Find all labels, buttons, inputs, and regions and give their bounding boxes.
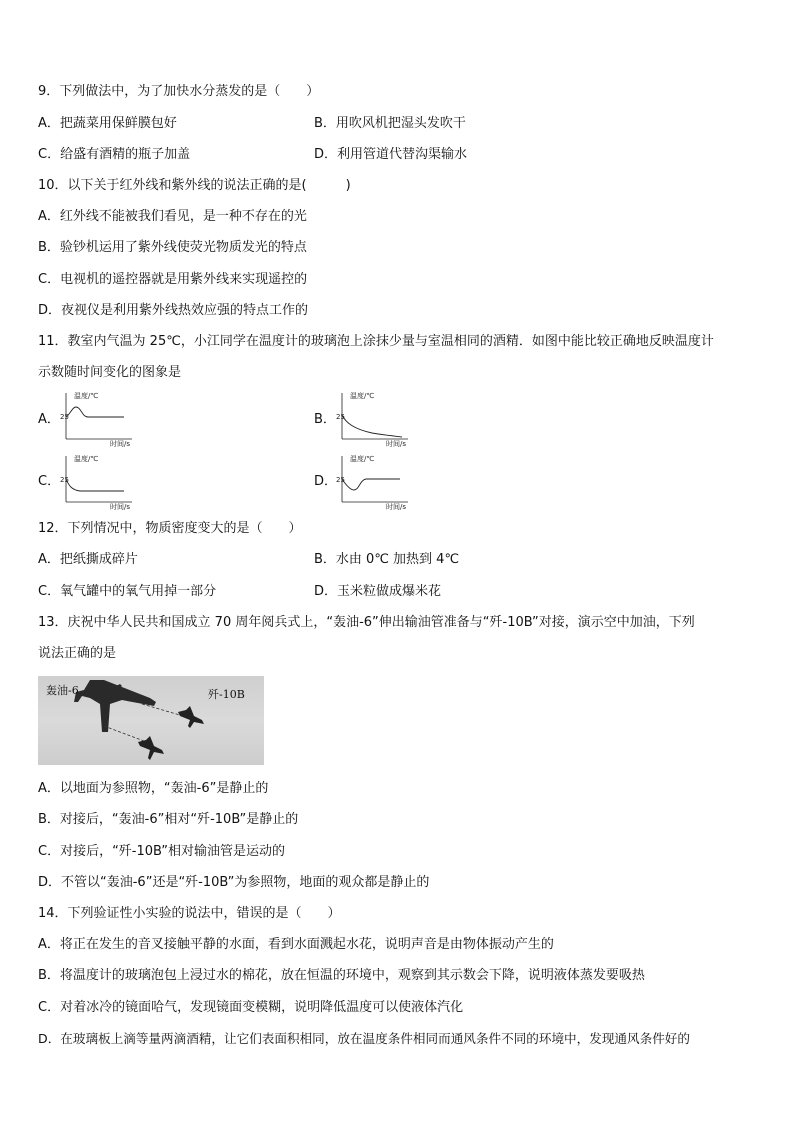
q11-option-d: D． xyxy=(314,474,338,489)
graph-d-tick: 25 xyxy=(336,476,345,484)
graph-a-curve xyxy=(66,407,124,417)
q12-option-c: C．氧气罐中的氧气用掉一部分 xyxy=(38,584,217,599)
graph-c-ylabel: 温度/℃ xyxy=(74,455,99,463)
q10-option-c: C．电视机的遥控器就是用紫外线来实现遥控的 xyxy=(38,272,308,287)
q10-option-a: A．红外线不能被我们看见，是一种不存在的光 xyxy=(38,209,307,224)
graph-b-tick: 25 xyxy=(336,413,345,421)
q14-option-a: A．将正在发生的音叉接触平静的水面，看到水面溅起水花，说明声音是由物体振动产生的 xyxy=(38,937,554,952)
graph-a-xlabel: 时间/s xyxy=(110,440,131,447)
q10-option-b: B．验钞机运用了紫外线使荧光物质发光的特点 xyxy=(38,240,307,255)
q12-stem: 12．下列情况中，物质密度变大的是（ ） xyxy=(38,521,302,536)
graph-d-curve xyxy=(342,479,400,490)
refueling-photo xyxy=(38,676,264,765)
q13-stem-line1: 13．庆祝中华人民共和国成立 70 周年阅兵式上，“轰油-6”伸出输油管准备与“歼-10B”对接，演示空中加油，下列 xyxy=(38,615,695,630)
tanker-aircraft xyxy=(74,680,156,732)
q11-graph-c xyxy=(56,452,136,510)
graph-c-curve xyxy=(66,479,124,491)
graph-d-ylabel: 温度/℃ xyxy=(350,455,375,463)
q12-option-a: A．把纸撕成碎片 xyxy=(38,552,138,567)
q9-option-d: D．利用管道代替沟渠输水 xyxy=(314,147,468,162)
q12-option-d: D．玉米粒做成爆米花 xyxy=(314,584,442,599)
q11-stem-line1: 11．教室内气温为 25℃，小江同学在温度计的玻璃泡上涂抹少量与室温相同的酒精．如图中能比较正确地反映温度计 xyxy=(38,334,714,349)
graph-a-tick: 25 xyxy=(60,413,69,421)
q11-graph-d xyxy=(332,452,412,510)
photo-label-fighter: 歼-10B xyxy=(208,688,245,701)
q14-stem: 14．下列验证性小实验的说法中，错误的是（ ） xyxy=(38,906,341,921)
graph-b-ylabel: 温度/℃ xyxy=(350,392,375,400)
q11-graph-a xyxy=(56,389,136,447)
q9-option-a: A．把蔬菜用保鲜膜包好 xyxy=(38,116,177,131)
q9-option-b: B．用吹风机把湿头发吹干 xyxy=(314,116,466,131)
q13-stem-line2: 说法正确的是 xyxy=(38,646,117,661)
q9-stem: 9．下列做法中，为了加快水分蒸发的是（ ） xyxy=(38,84,320,99)
q12-option-b: B．水由 0℃ 加热到 4℃ xyxy=(314,552,460,567)
graph-c-tick: 25 xyxy=(60,476,69,484)
q9-option-c: C．给盛有酒精的瓶子加盖 xyxy=(38,147,191,162)
q11-option-a: A． xyxy=(38,412,60,427)
graph-a-ylabel: 温度/℃ xyxy=(74,392,99,400)
q11-stem-line2: 示数随时间变化的图象是 xyxy=(38,365,182,380)
photo-label-tanker: 轰油-6 xyxy=(46,684,79,697)
q13-option-d: D．不管以“轰油-6”还是“歼-10B”为参照物，地面的观众都是静止的 xyxy=(38,875,430,890)
graph-b-xlabel: 时间/s xyxy=(386,440,407,447)
q11-graph-b xyxy=(332,389,412,447)
q14-option-d: D．在玻璃板上滴等量两滴酒精，让它们表面积相同，放在温度条件相同而通风条件不同的环境中，发现通风条件好的 xyxy=(38,1031,690,1046)
q13-option-c: C．对接后，“歼-10B”相对输油管是运动的 xyxy=(38,844,285,859)
q10-stem: 10．以下关于红外线和紫外线的说法正确的是( ) xyxy=(38,178,351,193)
q13-option-a: A．以地面为参照物，“轰油-6”是静止的 xyxy=(38,781,269,796)
graph-d-xlabel: 时间/s xyxy=(386,503,407,510)
q11-option-c: C． xyxy=(38,474,61,489)
q14-option-b: B．将温度计的玻璃泡包上浸过水的棉花，放在恒温的环境中，观察到其示数会下降，说明液体蒸发要吸热 xyxy=(38,968,645,983)
q11-option-b: B． xyxy=(314,412,336,427)
fighter-jet-1 xyxy=(178,706,204,728)
fighter-jet-2 xyxy=(138,736,164,760)
q13-option-b: B．对接后，“轰油-6”相对“歼-10B”是静止的 xyxy=(38,812,299,827)
q10-option-d: D．夜视仪是利用紫外线热效应强的特点工作的 xyxy=(38,303,309,318)
graph-b-curve xyxy=(342,415,402,437)
q14-option-c: C．对着冰冷的镜面哈气，发现镜面变模糊，说明降低温度可以使液体汽化 xyxy=(38,1000,464,1015)
graph-c-xlabel: 时间/s xyxy=(110,503,131,510)
